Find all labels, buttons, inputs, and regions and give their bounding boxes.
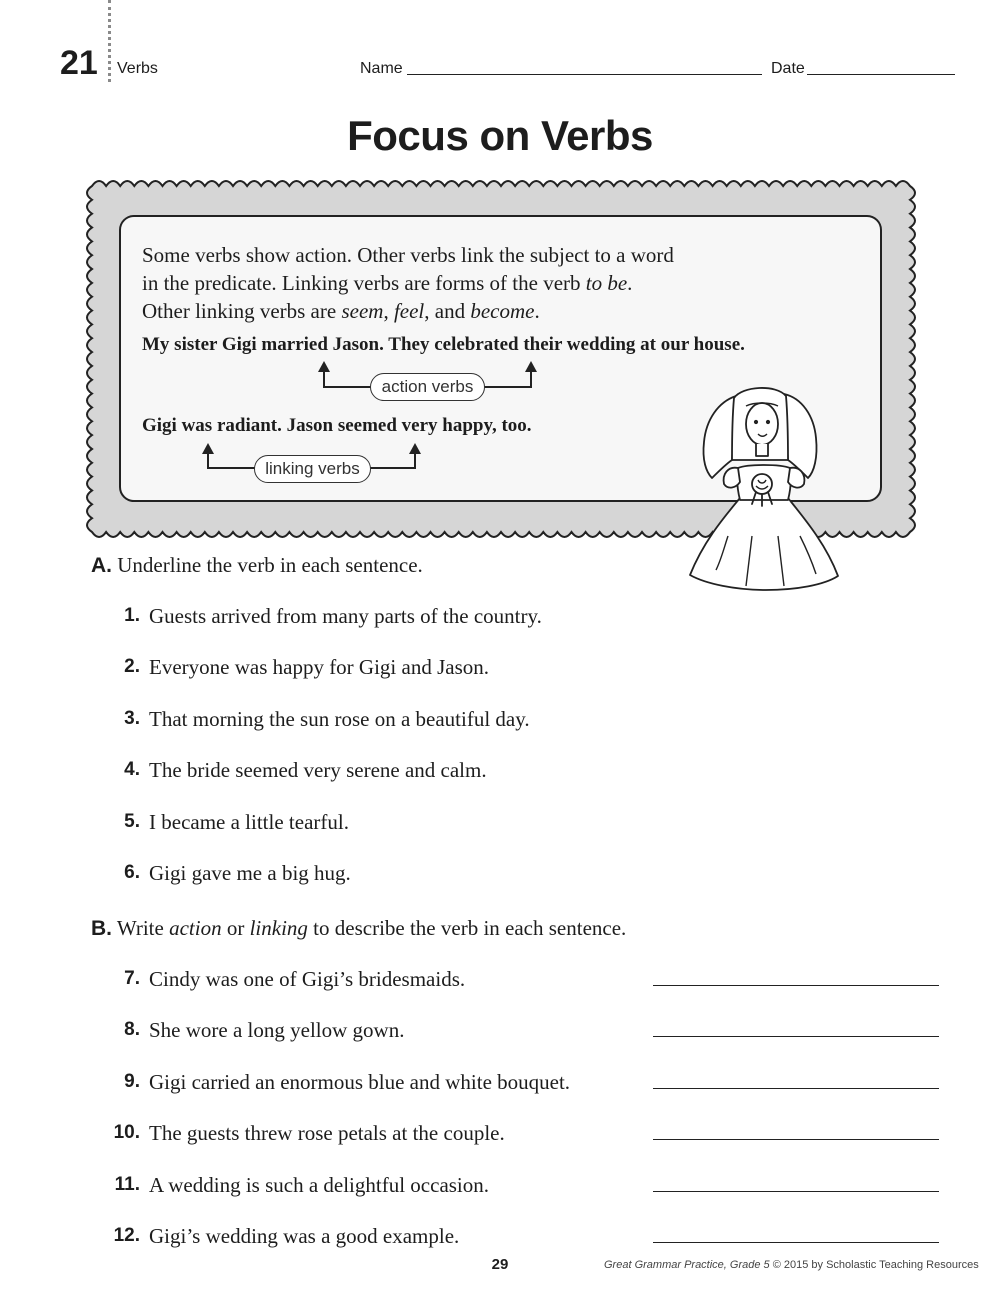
item-sentence: Gigi carried an enormous blue and white bouquet. — [149, 1069, 571, 1094]
section-b-instruction: B. Write action or linking to describe the verb in each sentence. — [91, 916, 627, 940]
item-number: 1. — [124, 605, 140, 626]
item-sentence[interactable]: Guests arrived from many parts of the country. — [149, 604, 542, 628]
item-sentence[interactable]: The bride seemed very serene and calm. — [149, 758, 487, 783]
action-verbs-label: action verbs — [370, 373, 485, 401]
item-number: 6. — [124, 862, 140, 883]
answer-line[interactable] — [653, 1139, 939, 1140]
lesson-number: 21 — [60, 44, 98, 82]
copyright-footer: Great Grammar Practice, Grade 5 © 2015 by Scholastic Teaching Resources — [604, 1259, 979, 1271]
item-number: 8. — [124, 1019, 140, 1041]
answer-line[interactable] — [653, 1191, 939, 1192]
item-sentence[interactable]: I became a little tearful. — [149, 809, 349, 834]
item-sentence[interactable]: Gigi gave me a big hug. — [149, 861, 351, 885]
info-line-1: Some verbs show action. Other verbs link the subject to a word — [142, 243, 674, 267]
item-sentence: A wedding is such a delightful occasion. — [149, 1172, 490, 1197]
item-sentence: Cindy was one of Gigi’s bridesmaids. — [149, 967, 466, 991]
item-sentence: Gigi’s wedding was a good example. — [149, 1224, 460, 1248]
item-number: 7. — [124, 968, 140, 989]
bride-illustration — [676, 380, 851, 600]
item-number: 2. — [124, 656, 140, 678]
item-number: 3. — [124, 707, 140, 729]
arrow-up-icon — [525, 361, 537, 372]
section-a-instruction: A. Underline the verb in each sentence. — [91, 553, 423, 577]
item-number: 4. — [124, 759, 140, 781]
arrow-up-icon — [202, 443, 214, 454]
linking-verbs-label: linking verbs — [254, 455, 371, 483]
item-number: 5. — [124, 810, 140, 832]
example-sentence-1: My sister Gigi married Jason. They celebrated their wedding at our house. — [142, 334, 745, 355]
item-sentence[interactable]: Everyone was happy for Gigi and Jason. — [149, 655, 489, 680]
date-label: Date — [771, 60, 805, 77]
name-label: Name — [360, 60, 403, 77]
page-number: 29 — [491, 1256, 509, 1273]
answer-line[interactable] — [653, 1242, 939, 1243]
example-sentence-2: Gigi was radiant. Jason seemed very happy, too. — [142, 415, 532, 436]
item-sentence: She wore a long yellow gown. — [149, 1018, 405, 1043]
item-sentence: The guests threw rose petals at the couple. — [149, 1121, 505, 1146]
item-number: 11. — [114, 1173, 140, 1195]
topic-label: Verbs — [117, 60, 158, 77]
item-number: 9. — [124, 1070, 140, 1092]
answer-line[interactable] — [653, 1036, 939, 1037]
page-title: Focus on Verbs — [347, 112, 653, 159]
info-line-3: Other linking verbs are seem, feel, and become. — [142, 299, 540, 323]
item-number: 10. — [113, 1122, 140, 1144]
arrow-up-icon — [318, 361, 330, 372]
item-sentence[interactable]: That morning the sun rose on a beautiful day. — [149, 706, 530, 731]
arrow-up-icon — [409, 443, 421, 454]
answer-line[interactable] — [653, 985, 939, 986]
info-line-2: in the predicate. Linking verbs are forms of the verb to be. — [142, 271, 633, 295]
item-number: 12. — [113, 1225, 140, 1246]
answer-line[interactable] — [653, 1088, 939, 1089]
